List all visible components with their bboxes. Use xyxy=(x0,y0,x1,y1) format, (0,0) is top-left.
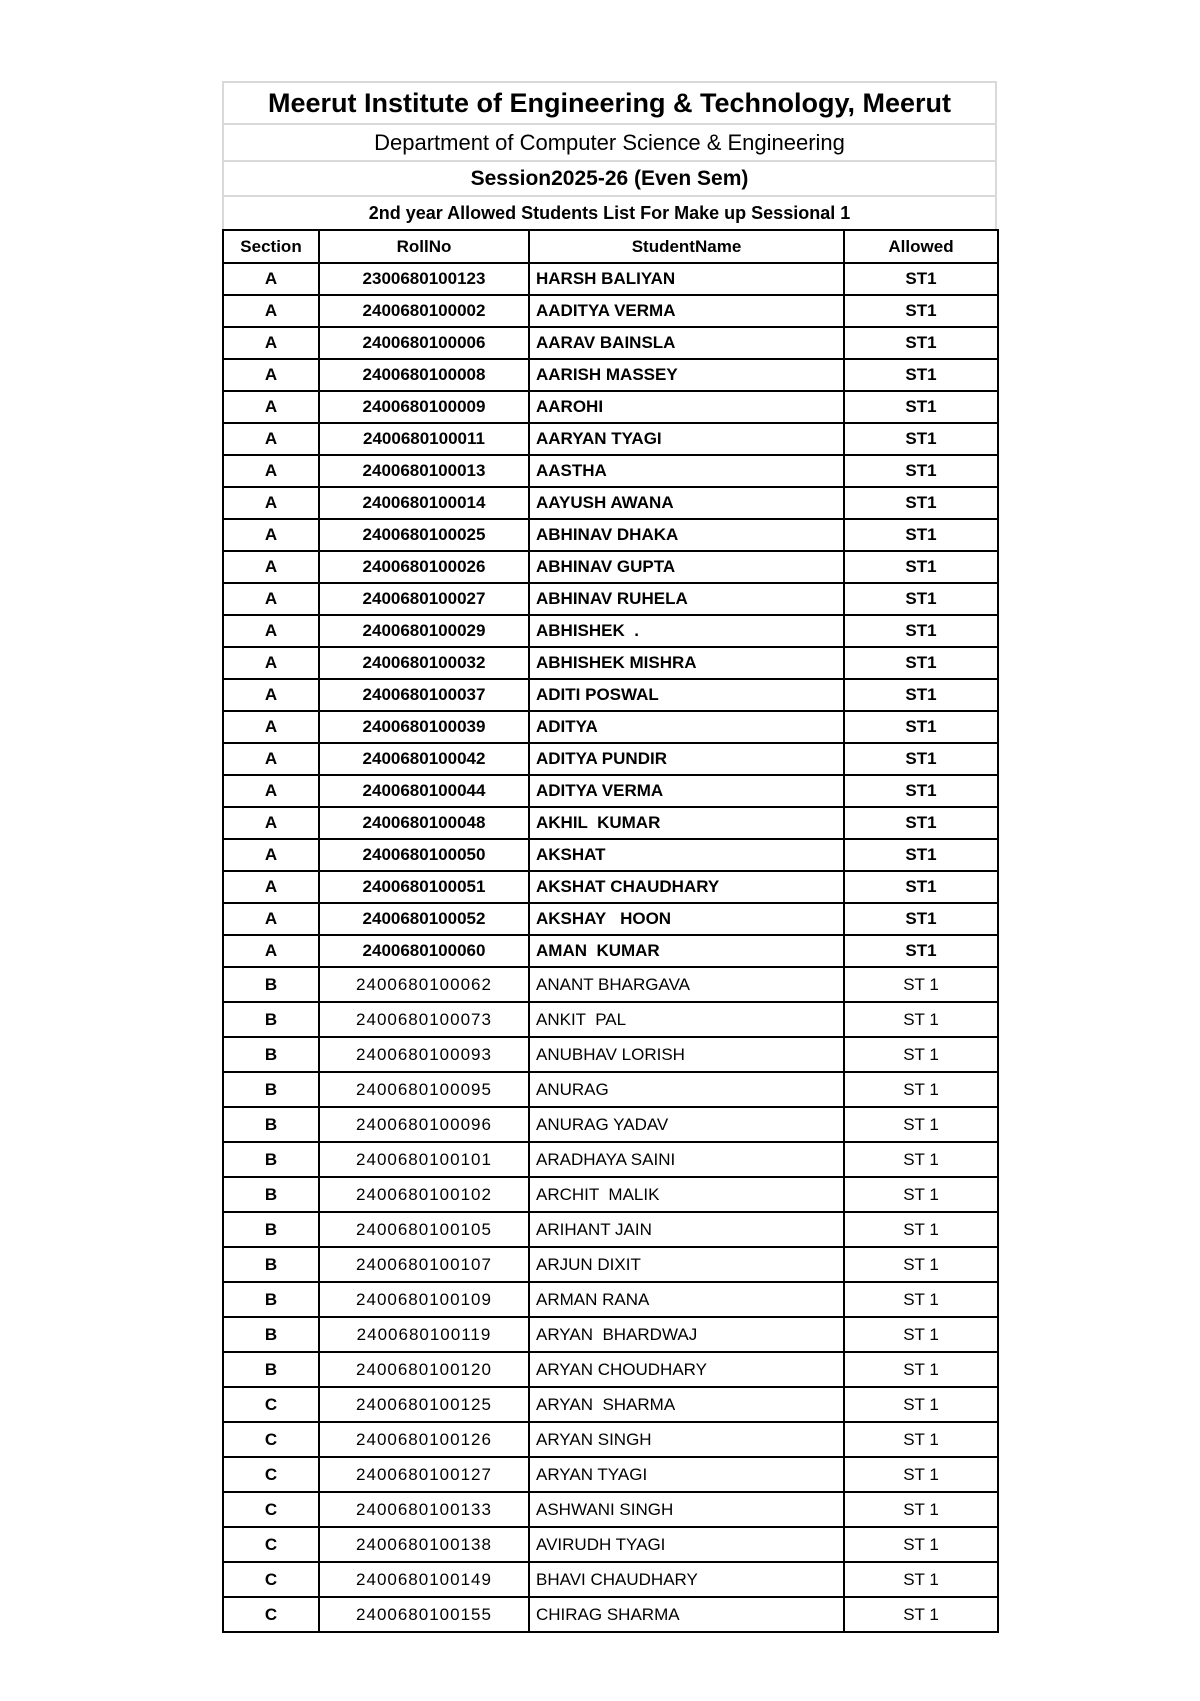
cell-allowed: ST1 xyxy=(844,775,998,807)
cell-section: B xyxy=(223,1177,319,1212)
cell-section: A xyxy=(223,679,319,711)
cell-section: A xyxy=(223,551,319,583)
table-row xyxy=(223,295,998,327)
cell-studentname: AAYUSH AWANA xyxy=(529,487,844,519)
cell-section: B xyxy=(223,1352,319,1387)
cell-section: A xyxy=(223,711,319,743)
cell-studentname: AKSHAT CHAUDHARY xyxy=(529,871,844,903)
cell-studentname: ABHISHEK . xyxy=(529,615,844,647)
cell-rollno: 2400680100109 xyxy=(319,1282,529,1317)
cell-allowed: ST 1 xyxy=(844,1282,998,1317)
cell-allowed: ST 1 xyxy=(844,1422,998,1457)
cell-allowed: ST1 xyxy=(844,935,998,967)
cell-rollno: 2400680100127 xyxy=(319,1457,529,1492)
cell-section: A xyxy=(223,423,319,455)
cell-studentname: ANKIT PAL xyxy=(529,1002,844,1037)
cell-allowed: ST 1 xyxy=(844,1387,998,1422)
cell-section: B xyxy=(223,1037,319,1072)
cell-allowed: ST 1 xyxy=(844,1317,998,1352)
cell-rollno: 2400680100093 xyxy=(319,1037,529,1072)
cell-studentname: ARJUN DIXIT xyxy=(529,1247,844,1282)
cell-section: A xyxy=(223,263,319,295)
table-row xyxy=(223,1282,998,1317)
table-row xyxy=(223,839,998,871)
institute-title: Meerut Institute of Engineering & Technology, Meerut xyxy=(222,81,997,123)
cell-section: C xyxy=(223,1422,319,1457)
table-row xyxy=(223,423,998,455)
cell-studentname: CHIRAG SHARMA xyxy=(529,1597,844,1632)
cell-studentname: ARIHANT JAIN xyxy=(529,1212,844,1247)
cell-allowed: ST 1 xyxy=(844,1352,998,1387)
table-row xyxy=(223,583,998,615)
table-row xyxy=(223,1527,998,1562)
table-row xyxy=(223,1002,998,1037)
cell-section: A xyxy=(223,487,319,519)
table-row xyxy=(223,487,998,519)
cell-section: A xyxy=(223,807,319,839)
cell-section: A xyxy=(223,391,319,423)
column-header-allowed: Allowed xyxy=(844,230,998,263)
cell-allowed: ST1 xyxy=(844,807,998,839)
cell-allowed: ST 1 xyxy=(844,1247,998,1282)
cell-rollno: 2400680100120 xyxy=(319,1352,529,1387)
cell-rollno: 2400680100008 xyxy=(319,359,529,391)
table-row xyxy=(223,615,998,647)
cell-section: A xyxy=(223,839,319,871)
cell-allowed: ST1 xyxy=(844,519,998,551)
table-row xyxy=(223,775,998,807)
cell-studentname: ADITI POSWAL xyxy=(529,679,844,711)
cell-allowed: ST1 xyxy=(844,359,998,391)
cell-studentname: HARSH BALIYAN xyxy=(529,263,844,295)
table-row xyxy=(223,519,998,551)
table-row xyxy=(223,455,998,487)
cell-allowed: ST1 xyxy=(844,327,998,359)
table-row xyxy=(223,1422,998,1457)
cell-allowed: ST 1 xyxy=(844,1037,998,1072)
cell-studentname: AKSHAY HOON xyxy=(529,903,844,935)
cell-section: A xyxy=(223,775,319,807)
cell-studentname: ANURAG xyxy=(529,1072,844,1107)
cell-allowed: ST 1 xyxy=(844,1002,998,1037)
cell-allowed: ST1 xyxy=(844,583,998,615)
cell-allowed: ST 1 xyxy=(844,1562,998,1597)
table-row xyxy=(223,1037,998,1072)
cell-rollno: 2400680100138 xyxy=(319,1527,529,1562)
cell-allowed: ST1 xyxy=(844,743,998,775)
cell-section: A xyxy=(223,903,319,935)
cell-section: C xyxy=(223,1457,319,1492)
cell-allowed: ST1 xyxy=(844,295,998,327)
table-row xyxy=(223,1107,998,1142)
cell-allowed: ST 1 xyxy=(844,1457,998,1492)
table-row xyxy=(223,647,998,679)
cell-allowed: ST1 xyxy=(844,455,998,487)
cell-studentname: ABHINAV RUHELA xyxy=(529,583,844,615)
table-row xyxy=(223,359,998,391)
cell-rollno: 2400680100039 xyxy=(319,711,529,743)
table-row xyxy=(223,1247,998,1282)
student-list-sheet xyxy=(222,81,997,1633)
cell-studentname: AARYAN TYAGI xyxy=(529,423,844,455)
table-row xyxy=(223,1597,998,1632)
table-row xyxy=(223,327,998,359)
cell-allowed: ST1 xyxy=(844,391,998,423)
cell-studentname: ANANT BHARGAVA xyxy=(529,967,844,1002)
cell-allowed: ST1 xyxy=(844,615,998,647)
cell-rollno: 2400680100073 xyxy=(319,1002,529,1037)
cell-studentname: ARADHAYA SAINI xyxy=(529,1142,844,1177)
cell-studentname: ANUBHAV LORISH xyxy=(529,1037,844,1072)
cell-studentname: AADITYA VERMA xyxy=(529,295,844,327)
cell-allowed: ST1 xyxy=(844,551,998,583)
cell-section: A xyxy=(223,295,319,327)
cell-section: A xyxy=(223,327,319,359)
cell-studentname: AARISH MASSEY xyxy=(529,359,844,391)
cell-allowed: ST 1 xyxy=(844,967,998,1002)
cell-rollno: 2400680100011 xyxy=(319,423,529,455)
cell-studentname: ABHISHEK MISHRA xyxy=(529,647,844,679)
table-row xyxy=(223,679,998,711)
cell-studentname: ARYAN SINGH xyxy=(529,1422,844,1457)
cell-rollno: 2400680100101 xyxy=(319,1142,529,1177)
cell-allowed: ST1 xyxy=(844,647,998,679)
table-row xyxy=(223,1142,998,1177)
cell-allowed: ST 1 xyxy=(844,1597,998,1632)
session-title: Session2025-26 (Even Sem) xyxy=(222,160,997,195)
table-row xyxy=(223,935,998,967)
table-row xyxy=(223,1317,998,1352)
department-title: Department of Computer Science & Engineering xyxy=(222,123,997,160)
cell-section: C xyxy=(223,1527,319,1562)
cell-rollno: 2400680100133 xyxy=(319,1492,529,1527)
cell-rollno: 2400680100149 xyxy=(319,1562,529,1597)
table-row xyxy=(223,1212,998,1247)
cell-allowed: ST1 xyxy=(844,711,998,743)
cell-rollno: 2400680100102 xyxy=(319,1177,529,1212)
cell-section: C xyxy=(223,1597,319,1632)
cell-rollno: 2400680100026 xyxy=(319,551,529,583)
cell-rollno: 2400680100060 xyxy=(319,935,529,967)
column-header-section: Section xyxy=(223,230,319,263)
cell-section: B xyxy=(223,1107,319,1142)
cell-studentname: ADITYA PUNDIR xyxy=(529,743,844,775)
cell-section: B xyxy=(223,1212,319,1247)
cell-rollno: 2400680100052 xyxy=(319,903,529,935)
cell-studentname: AKHIL KUMAR xyxy=(529,807,844,839)
table-row xyxy=(223,263,998,295)
cell-rollno: 2300680100123 xyxy=(319,263,529,295)
cell-section: A xyxy=(223,871,319,903)
column-header-rollno: RollNo xyxy=(319,230,529,263)
table-row xyxy=(223,1352,998,1387)
table-row xyxy=(223,807,998,839)
cell-studentname: ADITYA xyxy=(529,711,844,743)
cell-rollno: 2400680100125 xyxy=(319,1387,529,1422)
cell-section: B xyxy=(223,1317,319,1352)
cell-section: B xyxy=(223,1247,319,1282)
cell-studentname: AARAV BAINSLA xyxy=(529,327,844,359)
cell-section: A xyxy=(223,935,319,967)
cell-rollno: 2400680100051 xyxy=(319,871,529,903)
table-header-row xyxy=(223,230,998,263)
cell-studentname: ARYAN CHOUDHARY xyxy=(529,1352,844,1387)
cell-rollno: 2400680100009 xyxy=(319,391,529,423)
cell-section: B xyxy=(223,1002,319,1037)
cell-section: A xyxy=(223,519,319,551)
cell-studentname: AVIRUDH TYAGI xyxy=(529,1527,844,1562)
cell-rollno: 2400680100096 xyxy=(319,1107,529,1142)
cell-allowed: ST1 xyxy=(844,871,998,903)
list-title: 2nd year Allowed Students List For Make up Sessional 1 xyxy=(222,195,997,229)
cell-rollno: 2400680100107 xyxy=(319,1247,529,1282)
cell-section: A xyxy=(223,743,319,775)
cell-studentname: AMAN KUMAR xyxy=(529,935,844,967)
cell-section: C xyxy=(223,1387,319,1422)
table-row xyxy=(223,743,998,775)
cell-studentname: ARYAN TYAGI xyxy=(529,1457,844,1492)
column-header-studentname: StudentName xyxy=(529,230,844,263)
cell-section: C xyxy=(223,1562,319,1597)
table-row xyxy=(223,711,998,743)
cell-rollno: 2400680100095 xyxy=(319,1072,529,1107)
cell-allowed: ST 1 xyxy=(844,1492,998,1527)
cell-rollno: 2400680100048 xyxy=(319,807,529,839)
cell-rollno: 2400680100027 xyxy=(319,583,529,615)
table-body xyxy=(223,263,998,1632)
cell-studentname: ABHINAV GUPTA xyxy=(529,551,844,583)
cell-rollno: 2400680100006 xyxy=(319,327,529,359)
cell-section: A xyxy=(223,359,319,391)
cell-rollno: 2400680100105 xyxy=(319,1212,529,1247)
cell-studentname: ABHINAV DHAKA xyxy=(529,519,844,551)
table-row xyxy=(223,1457,998,1492)
cell-studentname: ARCHIT MALIK xyxy=(529,1177,844,1212)
cell-section: B xyxy=(223,967,319,1002)
cell-rollno: 2400680100042 xyxy=(319,743,529,775)
cell-rollno: 2400680100032 xyxy=(319,647,529,679)
cell-allowed: ST 1 xyxy=(844,1212,998,1247)
cell-rollno: 2400680100155 xyxy=(319,1597,529,1632)
cell-rollno: 2400680100044 xyxy=(319,775,529,807)
cell-rollno: 2400680100037 xyxy=(319,679,529,711)
cell-studentname: ANURAG YADAV xyxy=(529,1107,844,1142)
cell-section: A xyxy=(223,647,319,679)
cell-allowed: ST 1 xyxy=(844,1107,998,1142)
cell-allowed: ST1 xyxy=(844,839,998,871)
cell-allowed: ST1 xyxy=(844,903,998,935)
cell-studentname: AASTHA xyxy=(529,455,844,487)
table-row xyxy=(223,903,998,935)
cell-studentname: ARYAN SHARMA xyxy=(529,1387,844,1422)
cell-rollno: 2400680100029 xyxy=(319,615,529,647)
cell-section: A xyxy=(223,455,319,487)
cell-rollno: 2400680100002 xyxy=(319,295,529,327)
cell-allowed: ST 1 xyxy=(844,1142,998,1177)
table-row xyxy=(223,967,998,1002)
cell-allowed: ST 1 xyxy=(844,1527,998,1562)
cell-studentname: AKSHAT xyxy=(529,839,844,871)
table-row xyxy=(223,1492,998,1527)
cell-section: B xyxy=(223,1282,319,1317)
table-row xyxy=(223,1387,998,1422)
cell-allowed: ST 1 xyxy=(844,1072,998,1107)
cell-studentname: ARYAN BHARDWAJ xyxy=(529,1317,844,1352)
table-row xyxy=(223,391,998,423)
cell-allowed: ST 1 xyxy=(844,1177,998,1212)
cell-studentname: ASHWANI SINGH xyxy=(529,1492,844,1527)
table-row xyxy=(223,551,998,583)
cell-allowed: ST1 xyxy=(844,423,998,455)
cell-studentname: ADITYA VERMA xyxy=(529,775,844,807)
cell-section: C xyxy=(223,1492,319,1527)
cell-studentname: ARMAN RANA xyxy=(529,1282,844,1317)
cell-rollno: 2400680100119 xyxy=(319,1317,529,1352)
cell-rollno: 2400680100050 xyxy=(319,839,529,871)
cell-studentname: BHAVI CHAUDHARY xyxy=(529,1562,844,1597)
table-row xyxy=(223,1562,998,1597)
cell-section: A xyxy=(223,583,319,615)
cell-allowed: ST1 xyxy=(844,263,998,295)
cell-rollno: 2400680100014 xyxy=(319,487,529,519)
cell-rollno: 2400680100062 xyxy=(319,967,529,1002)
table-row xyxy=(223,871,998,903)
cell-allowed: ST1 xyxy=(844,679,998,711)
cell-rollno: 2400680100126 xyxy=(319,1422,529,1457)
cell-section: B xyxy=(223,1142,319,1177)
table-row xyxy=(223,1072,998,1107)
cell-rollno: 2400680100013 xyxy=(319,455,529,487)
cell-section: A xyxy=(223,615,319,647)
cell-studentname: AAROHI xyxy=(529,391,844,423)
table-row xyxy=(223,1177,998,1212)
cell-rollno: 2400680100025 xyxy=(319,519,529,551)
cell-section: B xyxy=(223,1072,319,1107)
cell-allowed: ST1 xyxy=(844,487,998,519)
students-table xyxy=(222,229,999,1633)
